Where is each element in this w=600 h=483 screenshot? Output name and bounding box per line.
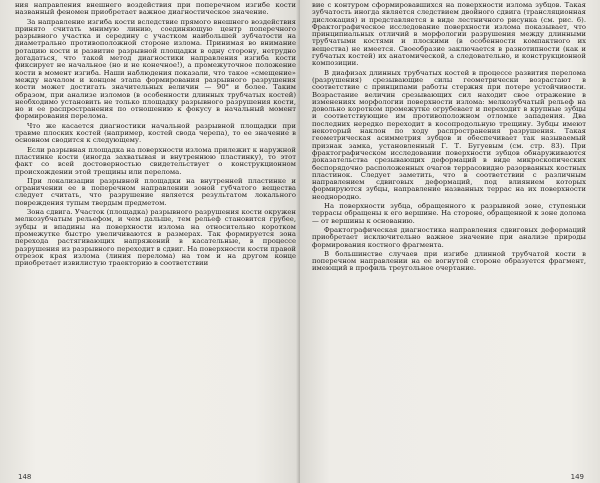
paragraph: Если разрывная площадка на поверхности излома прилежит к наружной пластинке кости (иногда захватывая и внутреннюю пластинку), то этот факт со всей достоверностью свидетельствует о конструкционном происхождении этой трещины или перелома. — [15, 145, 296, 176]
paragraph: В диафизах длинных трубчатых костей в процессе развития перелома (разрушения) срезывающие силы геометрически возрастают в соответствие с принципами работы стержня при потере устойчивости. Возрастание величин срезывающих сил находит свое отражение в изменениях морфологии поверхности излома: мелкозубчатый рельеф на довольно коротком промежутке огрубевает и переходит в крупные зубцы и соответствующие им противоположном отломке западения. Два последних нередко переходит в косопродольную трещину. Зубцы имеют некоторый наклон по ходу распространения разрушения. Такая геометрическая асимметрия зубцов и обеспечивает так называемый признак замка, установленный Г. Т. Бугуевым (см. стр. 83). При фрактографическом исследовании поверхности зубцов обнаруживаются доказательства срезывающих деформаций в виде микроскопических беспорядочно расположенных очагов террасовидно разорванных костных пластинок. Следует заметить, что в соответствии с различным направлением сдвиговых деформаций, под влиянием которых формируются зубцы, направление названных террас на их поверхности неоднородно. — [312, 68, 586, 201]
paragraph: Зона сдвига. Участок (площадка) разрывного разрушения кости окружен мелкозубчатым рельефом, и чем дальше, тем рельеф становится грубее, зубцы и впадины на поверхности излома на относительно коротком промежутке быстро увеличиваются в размерах. Так формируется зона перехода растягивающих напряжений в касательные, в процессе разрушения из разрывного переходит в сдвиг. На поверхности кости правой отрезок края излома (линия перелома) на том и на другом конце приобретает извилистую траекторию в соответствии — [15, 208, 296, 268]
page-number: 148 — [18, 473, 32, 481]
paragraph: В большинстве случаев при изгибе длинной трубчатой кости в поперечном направлении на ее вогнутой стороне образуется фрагмент, имеющий в профиль треугольное очертание. — [312, 249, 586, 273]
right-page — [300, 0, 600, 483]
paragraph: На поверхности зубца, обращенного к разрывной зоне, ступеньки террасы обращены к его вершине. На стороне, обращенной к зоне долома — от вершины к основанию. — [312, 202, 586, 225]
left-page-text — [15, 2, 296, 267]
right-page-text — [312, 2, 586, 273]
paragraph: Что же касается диагностики начальной разрывной площадки при травме плоских костей (например, костей свода черепа), то ее значение в основном сводится к следующему. — [15, 121, 296, 145]
page-number: 149 — [570, 473, 584, 481]
paragraph: При локализации разрывной площадки на внутренней пластинке и ограничении ее в поперечном направлении зоной губчатого вещества следует считать, что разрушение является результатом локального повреждения тупым твердым предметом. — [15, 176, 296, 207]
paragraph: За направление изгиба кости вследствие прямого внешнего воздействия принято считать мнимую линию, соединяющую центр поперечного разрывного участка и середину с участком наибольшей зубчатости на диаметрально противоположной стороне излома. Принимая во внимание ротацию кости и развитие разрывной площадки в одну сторону, нетрудно догадаться, что такой метод диагностики направления изгиба кости фиксирует не начальное (но и не конечное!), а промежуточное положение кости в момент изгиба. Наши наблюдения показали, что такое «смещение» между началом и концом этапа формирования разрывного разрушения кости может достигать значительных величин — 90° и более. Таким образом, при анализе изломов (в особенности длинных трубчатых костей) необходимо установить не только площадку разрывного разрушения кости, но и ее распространения по отношению к фокусу в начальный момент формирования перелома. — [15, 17, 296, 121]
paragraph: ния направления внешнего воздействия при поперечном изгибе кости названный феномен приобретает важное диагностическое значение. — [15, 1, 296, 17]
paragraph: вие с контуром сформировавшихся на поверхности излома зубцов. Такая зубчатость иногда является следствием двойного сдвига (трансляционная дислокация) и представляется в виде лестничного рисунка (см. рис. 6). Фрактографическое исследование поверхности излома показывает, что принципиальных отличий в морфологии разрушения между длинными трубчатыми костями и плоскими (в особенности компактного их вещества) не имеется. Своеобразие заключается в разнотипности (как и губчатых костей) их анатомической, а следовательно, и конструкционной композиции. — [312, 1, 586, 68]
paragraph: Фрактографическая диагностика направления сдвиговых деформаций приобретает исключительно важное значение при анализе природы формирования костного фрагмента. — [312, 225, 586, 249]
